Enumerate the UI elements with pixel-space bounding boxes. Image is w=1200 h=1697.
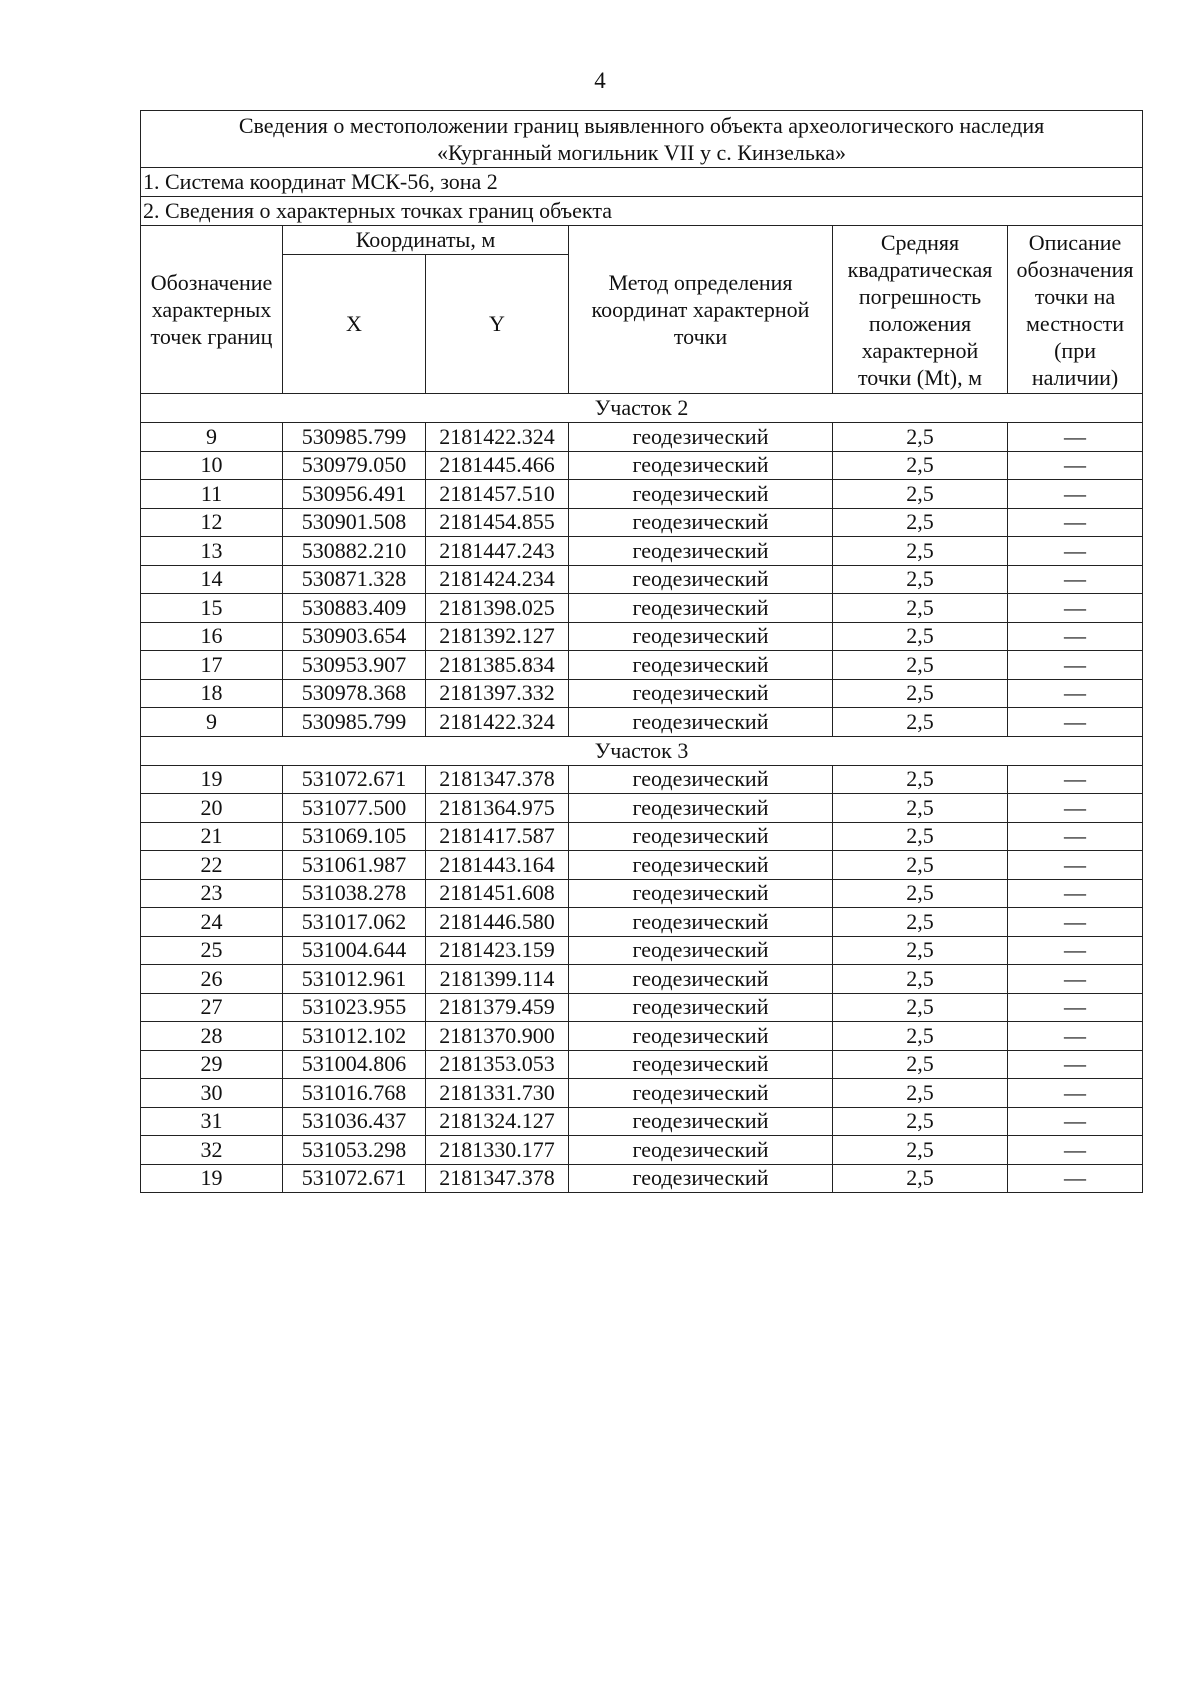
cell-x: 531017.062 [283,908,426,937]
section-row [141,394,1143,423]
cell-description: — [1008,1079,1143,1108]
cell-y: 2181398.025 [426,594,569,623]
cell-method: геодезический [569,679,833,708]
cell-error: 2,5 [833,851,1008,880]
cell-error: 2,5 [833,537,1008,566]
cell-method: геодезический [569,936,833,965]
cell-x: 531004.806 [283,1050,426,1079]
cell-description: — [1008,679,1143,708]
cell-point: 9 [141,708,283,737]
cell-error: 2,5 [833,822,1008,851]
cell-point: 19 [141,1164,283,1193]
table-row [141,993,1143,1022]
cell-y: 2181454.855 [426,508,569,537]
cell-method: геодезический [569,765,833,794]
header-y: Y [426,255,569,394]
cell-x: 531004.644 [283,936,426,965]
cell-x: 530979.050 [283,451,426,480]
cell-method: геодезический [569,965,833,994]
table-row [141,1050,1143,1079]
header-point: Обозначение характерных точек границ [141,226,283,394]
section-title: Участок 3 [141,736,1143,765]
table-row [141,822,1143,851]
cell-point: 16 [141,622,283,651]
cell-method: геодезический [569,1079,833,1108]
header-description: Описание обозначения точки на местности (при наличии) [1008,226,1143,394]
cell-x: 531077.500 [283,794,426,823]
cell-y: 2181446.580 [426,908,569,937]
cell-error: 2,5 [833,423,1008,452]
cell-description: — [1008,594,1143,623]
cell-y: 2181385.834 [426,651,569,680]
table-title-line-2: «Курганный могильник VII у с. Кинзелька» [437,140,847,165]
cell-point: 26 [141,965,283,994]
cell-error: 2,5 [833,1079,1008,1108]
cell-point: 22 [141,851,283,880]
cell-x: 531061.987 [283,851,426,880]
cell-error: 2,5 [833,1050,1008,1079]
cell-method: геодезический [569,537,833,566]
cell-y: 2181324.127 [426,1107,569,1136]
cell-method: геодезический [569,993,833,1022]
cell-error: 2,5 [833,993,1008,1022]
cell-y: 2181379.459 [426,993,569,1022]
header-error: Средняя квадратическая погрешность положения характерной точки (Mt), м [833,226,1008,394]
cell-description: — [1008,1107,1143,1136]
cell-y: 2181423.159 [426,936,569,965]
table-row [141,1136,1143,1165]
cell-point: 18 [141,679,283,708]
section-row [141,736,1143,765]
cell-x: 530953.907 [283,651,426,680]
cell-point: 31 [141,1107,283,1136]
cell-y: 2181451.608 [426,879,569,908]
cell-error: 2,5 [833,1164,1008,1193]
table-row [141,565,1143,594]
cell-description: — [1008,1164,1143,1193]
cell-error: 2,5 [833,451,1008,480]
cell-y: 2181445.466 [426,451,569,480]
cell-x: 530882.210 [283,537,426,566]
cell-description: — [1008,651,1143,680]
table-row [141,936,1143,965]
cell-x: 531072.671 [283,765,426,794]
cell-y: 2181417.587 [426,822,569,851]
cell-y: 2181422.324 [426,423,569,452]
table-row [141,1164,1143,1193]
cell-x: 531012.102 [283,1022,426,1051]
cell-y: 2181422.324 [426,708,569,737]
cell-point: 11 [141,480,283,509]
cell-error: 2,5 [833,679,1008,708]
cell-point: 17 [141,651,283,680]
cell-x: 531036.437 [283,1107,426,1136]
header-row-top [141,226,1143,255]
header-coords: Координаты, м [283,226,569,255]
cell-description: — [1008,936,1143,965]
cell-description: — [1008,822,1143,851]
cell-method: геодезический [569,822,833,851]
cell-point: 20 [141,794,283,823]
cell-point: 27 [141,993,283,1022]
table-title-line-1: Сведения о местоположении границ выявленного объекта археологического наследия [238,113,1045,138]
boundary-points-table [140,110,1143,1193]
table-row [141,508,1143,537]
cell-method: геодезический [569,908,833,937]
cell-y: 2181392.127 [426,622,569,651]
cell-method: геодезический [569,651,833,680]
table-row [141,908,1143,937]
coord-system-text: 1. Система координат МСК-56, зона 2 [141,168,1143,197]
cell-y: 2181424.234 [426,565,569,594]
coord-system-row [141,168,1143,197]
cell-x: 530985.799 [283,708,426,737]
cell-x: 530956.491 [283,480,426,509]
cell-x: 530871.328 [283,565,426,594]
table-row [141,451,1143,480]
cell-x: 531038.278 [283,879,426,908]
cell-description: — [1008,508,1143,537]
section-title: Участок 2 [141,394,1143,423]
table-row [141,622,1143,651]
cell-y: 2181347.378 [426,765,569,794]
points-heading-text: 2. Сведения о характерных точках границ объекта [141,197,1143,226]
cell-x: 531016.768 [283,1079,426,1108]
cell-point: 23 [141,879,283,908]
cell-method: геодезический [569,480,833,509]
cell-method: геодезический [569,708,833,737]
cell-x: 531069.105 [283,822,426,851]
cell-description: — [1008,708,1143,737]
cell-y: 2181447.243 [426,537,569,566]
cell-x: 531072.671 [283,1164,426,1193]
cell-error: 2,5 [833,508,1008,537]
cell-method: геодезический [569,1136,833,1165]
cell-method: геодезический [569,565,833,594]
cell-error: 2,5 [833,622,1008,651]
cell-method: геодезический [569,1164,833,1193]
cell-error: 2,5 [833,708,1008,737]
table-row [141,765,1143,794]
table-row [141,708,1143,737]
cell-x: 530901.508 [283,508,426,537]
table-row [141,1079,1143,1108]
cell-x: 531023.955 [283,993,426,1022]
cell-method: геодезический [569,794,833,823]
table-row [141,594,1143,623]
cell-point: 13 [141,537,283,566]
cell-y: 2181331.730 [426,1079,569,1108]
cell-description: — [1008,908,1143,937]
cell-point: 10 [141,451,283,480]
cell-description: — [1008,451,1143,480]
cell-error: 2,5 [833,908,1008,937]
cell-error: 2,5 [833,594,1008,623]
cell-description: — [1008,1022,1143,1051]
cell-x: 530883.409 [283,594,426,623]
header-x: X [283,255,426,394]
cell-y: 2181370.900 [426,1022,569,1051]
cell-error: 2,5 [833,1107,1008,1136]
table-row [141,1107,1143,1136]
cell-method: геодезический [569,423,833,452]
cell-point: 15 [141,594,283,623]
cell-method: геодезический [569,851,833,880]
cell-y: 2181330.177 [426,1136,569,1165]
cell-description: — [1008,765,1143,794]
table-title [141,111,1143,168]
table-row [141,651,1143,680]
cell-method: геодезический [569,1050,833,1079]
cell-description: — [1008,537,1143,566]
cell-description: — [1008,851,1143,880]
cell-error: 2,5 [833,936,1008,965]
cell-point: 24 [141,908,283,937]
cell-y: 2181353.053 [426,1050,569,1079]
cell-point: 12 [141,508,283,537]
table-row [141,537,1143,566]
cell-point: 19 [141,765,283,794]
table-row [141,794,1143,823]
cell-error: 2,5 [833,794,1008,823]
table-row [141,423,1143,452]
cell-description: — [1008,993,1143,1022]
cell-description: — [1008,1050,1143,1079]
cell-point: 32 [141,1136,283,1165]
cell-method: геодезический [569,622,833,651]
table-row [141,1022,1143,1051]
header-method: Метод определения координат характерной точки [569,226,833,394]
cell-x: 531053.298 [283,1136,426,1165]
cell-y: 2181399.114 [426,965,569,994]
cell-x: 531012.961 [283,965,426,994]
cell-point: 9 [141,423,283,452]
cell-point: 29 [141,1050,283,1079]
cell-method: геодезический [569,1022,833,1051]
cell-error: 2,5 [833,879,1008,908]
cell-y: 2181443.164 [426,851,569,880]
cell-method: геодезический [569,451,833,480]
cell-point: 28 [141,1022,283,1051]
cell-description: — [1008,794,1143,823]
table-row [141,480,1143,509]
table-row [141,851,1143,880]
cell-point: 25 [141,936,283,965]
table-row [141,679,1143,708]
page-number: 4 [594,68,606,93]
cell-x: 530903.654 [283,622,426,651]
cell-description: — [1008,965,1143,994]
cell-error: 2,5 [833,965,1008,994]
cell-point: 14 [141,565,283,594]
cell-description: — [1008,423,1143,452]
table-row [141,965,1143,994]
cell-error: 2,5 [833,765,1008,794]
cell-method: геодезический [569,594,833,623]
cell-x: 530978.368 [283,679,426,708]
cell-y: 2181457.510 [426,480,569,509]
cell-x: 530985.799 [283,423,426,452]
cell-description: — [1008,1136,1143,1165]
cell-point: 21 [141,822,283,851]
cell-error: 2,5 [833,1022,1008,1051]
cell-error: 2,5 [833,1136,1008,1165]
cell-error: 2,5 [833,480,1008,509]
title-row [141,111,1143,168]
cell-y: 2181364.975 [426,794,569,823]
cell-y: 2181397.332 [426,679,569,708]
cell-description: — [1008,565,1143,594]
cell-description: — [1008,622,1143,651]
table-row [141,879,1143,908]
cell-method: геодезический [569,1107,833,1136]
points-heading-row [141,197,1143,226]
cell-method: геодезический [569,879,833,908]
cell-error: 2,5 [833,565,1008,594]
cell-description: — [1008,879,1143,908]
cell-point: 30 [141,1079,283,1108]
cell-y: 2181347.378 [426,1164,569,1193]
cell-description: — [1008,480,1143,509]
cell-error: 2,5 [833,651,1008,680]
cell-method: геодезический [569,508,833,537]
